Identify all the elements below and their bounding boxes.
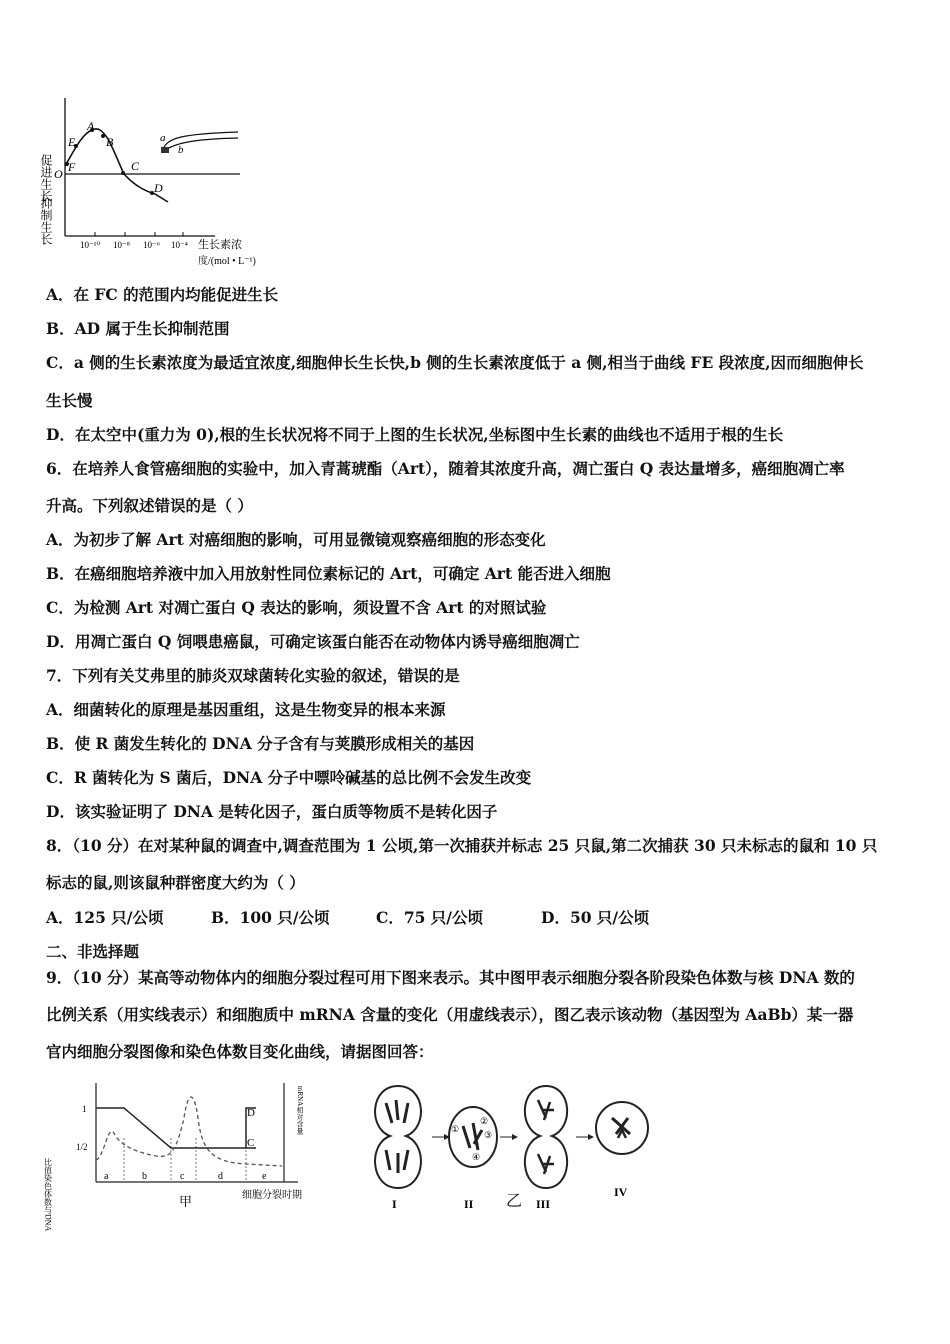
q8-stem-line2: 标志的鼠,则该鼠种群密度大约为（ ）	[46, 873, 305, 892]
q6-stem-line1: 6．在培养人食管癌细胞的实验中，加入青蒿琥酯（Art），随着其浓度升高，凋亡蛋白 Q 表达量增多，癌细胞凋亡率	[46, 459, 845, 478]
q7-option-c: C．R 菌转化为 S 菌后，DNA 分子中嘌呤碱基的总比例不会发生改变	[46, 768, 532, 787]
jia-tick-half: 1/2	[76, 1142, 88, 1152]
tick-1: 10⁻¹⁰	[80, 240, 101, 250]
q6-option-a: A．为初步了解 Art 对癌细胞的影响，可用显微镜观察癌细胞的形态变化	[46, 530, 546, 549]
cell-II-n1: ①	[451, 1124, 460, 1134]
point-A: A	[87, 119, 95, 133]
q5-option-b: B．AD 属于生长抑制范围	[46, 319, 230, 338]
tick-3: 10⁻⁶	[143, 240, 160, 250]
cell-I-label: I	[392, 1197, 397, 1211]
point-E: E	[68, 135, 76, 149]
jia-y-left-label: 比值染色体数与DNA	[43, 1158, 53, 1232]
cell-II-n3: ③	[484, 1130, 493, 1140]
side-b-label: b	[178, 144, 184, 156]
jia-caption: 甲	[179, 1194, 193, 1209]
jia-phase-b: b	[142, 1171, 147, 1182]
origin-label: O	[54, 167, 63, 181]
jia-phase-d: d	[218, 1171, 223, 1182]
q6-option-d: D．用凋亡蛋白 Q 饲喂患癌鼠，可确定该蛋白能否在动物体内诱导癌细胞凋亡	[46, 632, 580, 651]
jia-y-right-label: mRNA相对含量	[296, 1086, 304, 1135]
q7-option-a: A．细菌转化的原理是基因重组，这是生物变异的根本来源	[46, 700, 446, 719]
q7-option-b: B．使 R 菌发生转化的 DNA 分子含有与荚膜形成相关的基因	[46, 734, 475, 753]
growth-curve-figure	[40, 94, 280, 274]
q7-option-d: D．该实验证明了 DNA 是转化因子，蛋白质等物质不是转化因子	[46, 802, 498, 821]
q7-stem: 7．下列有关艾弗里的肺炎双球菌转化实验的叙述，错误的是	[46, 666, 460, 685]
jia-phase-e: e	[262, 1171, 267, 1182]
cell-III-label: III	[536, 1197, 551, 1211]
jia-phase-c: c	[180, 1171, 185, 1182]
q6-option-b: B．在癌细胞培养液中加入用放射性同位素标记的 Art，可确定 Art 能否进入细胞	[46, 564, 611, 583]
cell-III	[525, 1086, 567, 1188]
y-axis-promote: 促进生长	[39, 154, 53, 202]
yi-caption: 乙	[506, 1191, 523, 1210]
side-a-label: a	[160, 132, 166, 144]
q8-stem-line1: 8．（10 分）在对某种鼠的调查中,调查范围为 1 公顷,第一次捕获并标志 25 只鼠,第二次捕获 30 只未标志的鼠和 10 只	[46, 836, 878, 855]
q8-option-a: A．125 只/公顷	[46, 908, 164, 927]
jia-label-D: D	[247, 1107, 255, 1119]
jia-label-C: C	[247, 1137, 255, 1149]
jia-tick-1: 1	[82, 1104, 87, 1114]
y-axis-inhibit: 抑制生长	[39, 197, 53, 245]
section-title-non-choice: 二、非选择题	[46, 942, 140, 961]
q8-option-c: C．75 只/公顷	[376, 908, 483, 927]
q5-option-d: D．在太空中(重力为 0),根的生长状况将不同于上图的生长状况,坐标图中生长素的曲线也不适用于根的生长	[46, 425, 784, 444]
q8-option-d: D．50 只/公顷	[541, 908, 650, 927]
q9-stem-line2: 比例关系（用实线表示）和细胞质中 mRNA 含量的变化（用虚线表示），图乙表示该动物（基因型为 AaBb）某一器	[46, 1005, 854, 1024]
cell-II	[449, 1107, 497, 1167]
point-D: D	[154, 181, 163, 195]
q5-option-c-line1: C．a 侧的生长素浓度为最适宜浓度,细胞伸长生长快,b 侧的生长素浓度低于 a 侧,相当于曲线 FE 段浓度,因而细胞伸长	[46, 353, 864, 372]
x-axis-label-2: 度/(mol • L⁻¹)	[198, 256, 256, 267]
cell-II-n4: ④	[472, 1152, 481, 1162]
q9-stem-line3: 官内细胞分裂图像和染色体数目变化曲线，请据图回答：	[46, 1042, 434, 1061]
cell-IV-label: IV	[614, 1185, 628, 1199]
cell-I	[375, 1086, 421, 1188]
point-B: B	[106, 135, 114, 149]
tick-2: 10⁻⁸	[113, 240, 130, 250]
q6-option-c: C．为检测 Art 对凋亡蛋白 Q 表达的影响，须设置不含 Art 的对照试验	[46, 598, 547, 617]
figure-jia	[43, 1078, 326, 1232]
q8-options	[46, 908, 649, 928]
cell-IV	[596, 1102, 648, 1154]
tick-4: 10⁻⁴	[171, 240, 188, 250]
q8-option-b: B．100 只/公顷	[211, 908, 330, 927]
x-axis-label-1: 生长素浓	[198, 239, 242, 251]
jia-phase-a: a	[104, 1171, 109, 1182]
point-C: C	[131, 159, 140, 173]
jia-x-label: 细胞分裂时期	[242, 1190, 302, 1201]
cell-II-n2: ②	[480, 1116, 489, 1126]
q9-stem-line1: 9．（10 分）某高等动物体内的细胞分裂过程可用下图来表示。其中图甲表示细胞分裂各阶段染色体数与核 DNA 数的	[46, 968, 855, 987]
q5-option-c-line2: 生长慢	[46, 391, 93, 410]
q6-stem-line2: 升高。下列叙述错误的是（ ）	[46, 496, 253, 515]
point-F: F	[68, 160, 76, 174]
cell-II-label: II	[464, 1197, 474, 1211]
q5-option-a: A．在 FC 的范围内均能促进生长	[46, 285, 279, 304]
